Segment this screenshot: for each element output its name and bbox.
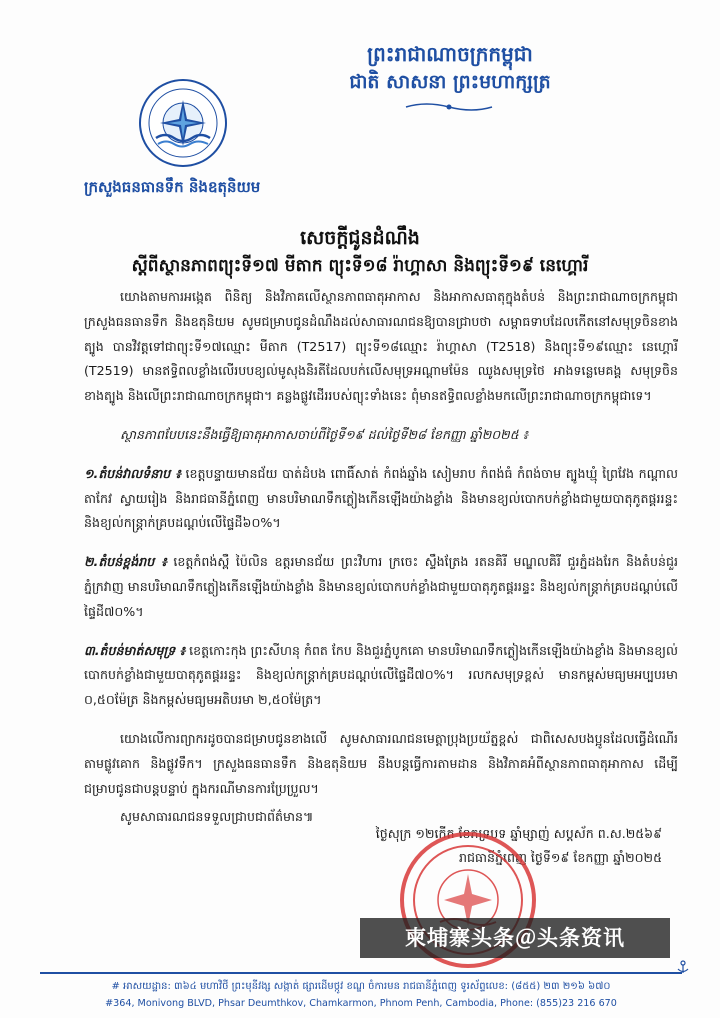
- ministry-logo-icon: [138, 78, 228, 168]
- intro-paragraph: យោងតាមការអង្កេត ពិនិត្យ និងវិភាគលើស្ថានភាពធាតុអាកាស និងអាកាសធាតុក្នុងតំបន់ និងព្រះរាជាណាចក្រកម្ពុជា ក្រសួងធនធានទឹក និងឧតុនិយម សូមជម្រាបជូនដំណឹងដល់សាធារណជនឱ្យបានជ្រាបថា សម្ពាធទាបដែលកើតនៅសមុទ្រចិនខាងត្បូង បានវិវត្តទៅជាព្យុះទី១៧ឈ្មោះ មីតាក (T2517) ព្យុះទី១៨ឈ្មោះ រ៉ាហ្គាសា (T2518) និងព្យុះទី១៩ឈ្មោះ នេហ្គោរី (T2519) មានឥទ្ធិពលខ្លាំងលើរបបខ្យល់មូសុងនិរតីដែលបក់លើសមុទ្រអណ្តាមម៉ែន ឈូងសមុទ្រថៃ អាងទន្លេមេគង្គ សមុទ្រចិនខាងត្បូង និងលើព្រះរាជាណាចក្រកម្ពុជា។ គន្លងផ្លូវដើររបស់ព្យុះទាំងនេះ ពុំមានឥទ្ធិពលខ្លាំងមកលើព្រះរាជាណាចក្រកម្ពុជាទេ។: [84, 289, 678, 404]
- advice-paragraph: យោងលើការព្យាករដូចបានជម្រាបជូនខាងលើ សូមសាធារណជនមេត្តាប្រុងប្រយ័ត្នខ្ពស់ ជាពិសេសបងប្អូនដែលធ្វើដំណើរតាមផ្លូវគោក និងផ្លូវទឹក។ ក្រសួងធនធានទឹក និងឧតុនិយម នឹងបន្តធ្វើការតាមដាន និងវិភាគអំពីស្ថានភាពធាតុអាកាស ដើម្បីជម្រាបជូនជាបន្តបន្ទាប់ ក្នុងករណីមានការប្រែប្រួល។: [84, 730, 678, 796]
- footer-address-kh: # អាសយដ្ឋាន: ៣៦៤ មហាវិថី ព្រះមុនីវង្ស សង្កាត់ ផ្សារដើមថ្កូវ ខណ្ឌ ចំការមន រាជធានីភ្នំពេញ ទូរស័ព្ទលេខ: (៨៥៥) ២៣ ២១៦ ៦៧០: [111, 981, 611, 992]
- closing-line: សូមសាធារណជនទទួលជ្រាបជាព័ត៌មាន៕: [120, 809, 314, 825]
- footer-address: [40, 978, 682, 1012]
- region-2-label: ២.តំបន់ខ្ពង់រាប ៖: [84, 554, 167, 570]
- region-1-paragraph: [84, 462, 678, 536]
- region-3-text: ខេត្តកោះកុង ព្រះសីហនុ កំពត កែប និងជួរភ្នំបូកគោ មានបរិមាណទឹកភ្លៀងកើនឡើងយ៉ាងខ្លាំង និងមានខ្យល់បោកបក់ខ្លាំងជាមួយបាតុភូតផ្គររន្ទះ និងខ្យល់កន្ត្រាក់គ្របដណ្តប់លើផ្ទៃដី៧០%។ រលកសមុទ្រខ្ពស់ មានកម្ពស់មធ្យមអប្បបរមា ០,៥០ម៉ែត្រ និងកម្ពស់មធ្យមអតិបរមា ២,៥០ម៉ែត្រ។: [84, 642, 678, 708]
- footer-address-en: #364, Monivong BLVD, Phsar Deumthkov, Chamkarmon, Phnom Penh, Cambodia, Phone: (855)23 216 670: [105, 998, 617, 1009]
- ornament-divider-icon: [404, 100, 494, 114]
- region-2-paragraph: [84, 550, 678, 624]
- title-line-2: ស្តីពីស្ថានភាពព្យុះទី១៧ មីតាក ព្យុះទី១៨ រ៉ាហ្គាសា និងព្យុះទី១៩ នេហ្គោរី: [131, 256, 589, 276]
- footer-divider: [40, 972, 682, 974]
- document-title: [60, 224, 660, 280]
- forecast-period: ស្ថានភាពបែបនេះនឹងធ្វើឱ្យធាតុអាកាសចាប់ពីថ្ងៃទី១៩ ដល់ថ្ងៃទី២៨ ខែកញ្ញា ឆ្នាំ២០២៥ ៖: [120, 426, 529, 442]
- document-body: [84, 285, 678, 834]
- kingdom-header: [300, 40, 600, 96]
- kingdom-line-2: ជាតិ សាសនា ព្រះមហាក្សត្រ: [349, 71, 551, 93]
- region-2-text: ខេត្តកំពង់ស្ពឺ ប៉ៃលិន ឧត្តរមានជ័យ ព្រះវិហារ ក្រចេះ ស្ទឹងត្រែង រតនគិរី មណ្ឌលគិរី ជួរភ្នំដងរែក និងតំបន់ជួរភ្នំក្រវាញ មានបរិមាណទឹកភ្លៀងកើនឡើងយ៉ាងខ្លាំង និងមានខ្យល់បោកបក់ខ្លាំងជាមួយបាតុភូតផ្គររន្ទះ និងខ្យល់កន្ត្រាក់គ្របដណ្តប់លើផ្ទៃដី៧០%។: [84, 554, 678, 619]
- region-1-label: ១.តំបន់វាលទំនាប ៖: [84, 465, 181, 481]
- region-3-paragraph: [84, 639, 678, 713]
- region-3-label: ៣.តំបន់មាត់សមុទ្រ ៖: [84, 642, 186, 658]
- title-line-1: សេចក្តីជូនដំណឹង: [300, 227, 420, 249]
- kingdom-line-1: ព្រះរាជាណាចក្រកម្ពុជា: [367, 42, 533, 66]
- watermark-banner: 柬埔寨头条＠头条资讯: [360, 918, 670, 958]
- region-1-text: ខេត្តបន្ទាយមានជ័យ បាត់ដំបង ពោធិ៍សាត់ កំពង់ឆ្នាំង សៀមរាប កំពង់ធំ កំពង់ចាម ត្បូងឃ្មុំ ព្រៃវែង កណ្តាល តាកែវ ស្វាយរៀង និងរាជធានីភ្នំពេញ មានបរិមាណទឹកភ្លៀងកើនឡើងយ៉ាងខ្លាំង និងមានខ្យល់បោកបក់ខ្លាំងជាមួយបាតុភូតផ្គររន្ទះ និងខ្យល់កន្ត្រាក់គ្របដណ្តប់លើផ្ទៃដី៦០%។: [84, 465, 678, 531]
- lunar-date: ថ្ងៃសុក្រ ១២កើត ខែភទ្របទ ឆ្នាំម្សាញ់ សប្តស័ក ព.ស.២៥៦៩: [375, 826, 662, 841]
- solar-date: រាជធានីភ្នំពេញ ថ្ងៃទី១៩ ខែកញ្ញា ឆ្នាំ២០២៥: [458, 850, 662, 865]
- ministry-name: ក្រសួងធនធានទឹក និងឧតុនិយម: [84, 178, 261, 196]
